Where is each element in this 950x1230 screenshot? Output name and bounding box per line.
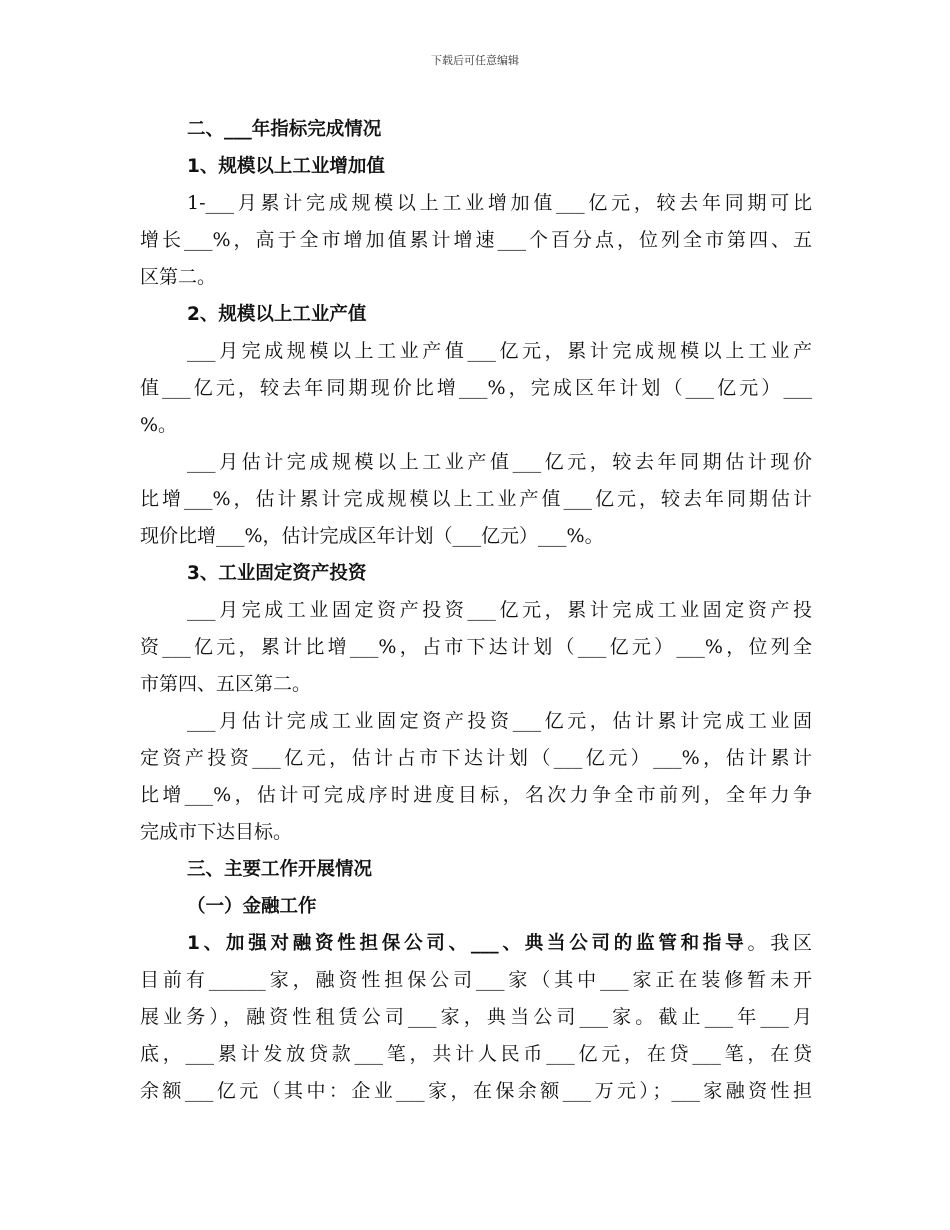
bold-lead: 1、加强对融资性担保公司、___、典当公司的监管和指导 bbox=[187, 933, 748, 954]
paragraph-line: 比增___%，估计可完成序时进度目标，名次力争全市前列，全年力争 bbox=[140, 784, 812, 806]
paragraph-line: 市第四、五区第二。 bbox=[140, 673, 312, 695]
page-header: 下载后可任意编辑 bbox=[431, 54, 519, 67]
paragraph-line: ___月完成规模以上工业产值___亿元，累计完成规模以上工业产 bbox=[187, 340, 812, 362]
paragraph-line: ___月完成工业固定资产投资___亿元，累计完成工业固定资产投 bbox=[187, 599, 812, 621]
document-body bbox=[140, 111, 812, 1110]
paragraph-line: 展业务），融资性租赁公司___家，典当公司___家。截止___年___月 bbox=[140, 1006, 812, 1028]
paragraph-line: %。 bbox=[140, 414, 178, 436]
section-heading: 三、主要工作开展情况 bbox=[187, 859, 373, 880]
paragraph-line: ___月估计完成工业固定资产投资___亿元，估计累计完成工业固 bbox=[187, 710, 812, 732]
subsection-heading: 1、规模以上工业增加值 bbox=[187, 156, 385, 177]
subsection-heading: 3、工业固定资产投资 bbox=[187, 563, 367, 584]
paragraph-line: 值___亿元，较去年同期现价比增___%，完成区年计划（___亿元）___ bbox=[140, 377, 812, 399]
paragraph-line: 增长___%，高于全市增加值累计增速___个百分点，位列全市第四、五 bbox=[140, 229, 812, 251]
paragraph-line: 定资产投资___亿元，估计占市下达计划（___亿元）___%，估计累计 bbox=[140, 747, 812, 769]
paragraph-line-mixed bbox=[140, 925, 812, 962]
paragraph-line: 资___亿元，累计比增___%，占市下达计划（___亿元）___%，位列全 bbox=[140, 636, 812, 658]
paragraph-line: 比增___%，估计累计完成规模以上工业产值___亿元，较去年同期估计 bbox=[140, 488, 812, 510]
section-heading: 二、___年指标完成情况 bbox=[187, 119, 382, 140]
subsection-heading: （一）金融工作 bbox=[187, 896, 317, 917]
paragraph-line: 目前有______家，融资性担保公司___家（其中___家正在装修暂未开 bbox=[140, 969, 812, 991]
paragraph-line: 区第二。 bbox=[140, 266, 217, 288]
normal-tail: 。我区 bbox=[747, 932, 812, 954]
subsection-heading: 2、规模以上工业产值 bbox=[187, 304, 367, 325]
paragraph-line: 余额___亿元（其中：企业___家，在保余额___万元）；___家融资性担 bbox=[140, 1080, 812, 1102]
paragraph-line: 底，___累计发放贷款___笔，共计人民币___亿元，在贷___笔，在贷 bbox=[140, 1043, 812, 1065]
paragraph-line: 完成市下达目标。 bbox=[140, 821, 293, 843]
paragraph-line: ___月估计完成规模以上工业产值___亿元，较去年同期估计现价 bbox=[187, 451, 812, 473]
paragraph-line: 1-___月累计完成规模以上工业增加值___亿元，较去年同期可比 bbox=[187, 192, 812, 214]
paragraph-line: 现价比增___%，估计完成区年计划（___亿元）___%。 bbox=[140, 525, 604, 547]
